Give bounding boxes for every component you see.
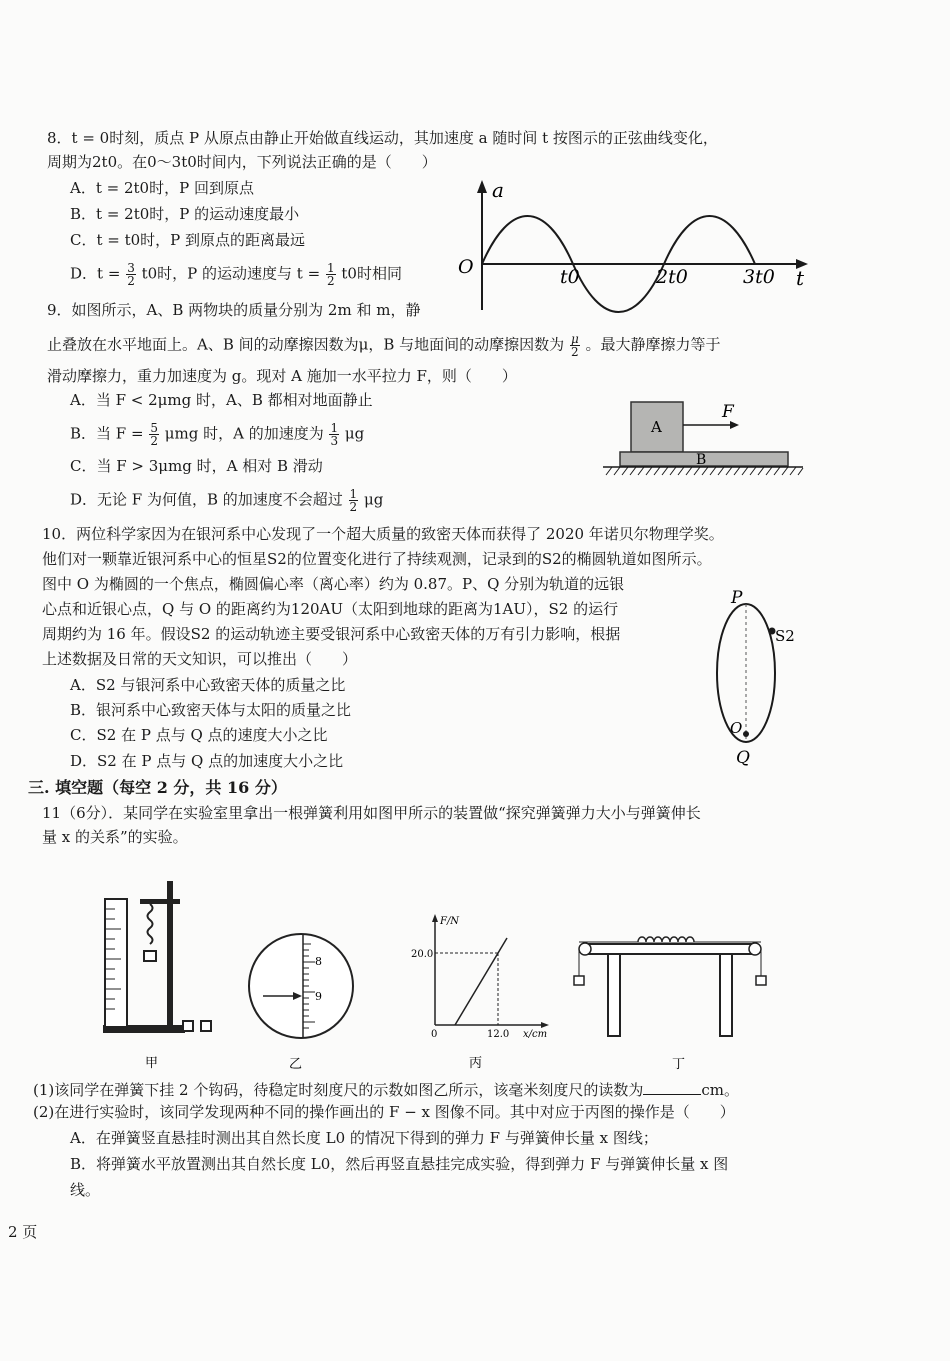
q8-option-d-mid: t0时，P 的运动速度与 t = [141,264,321,283]
frac-den: 2 [326,274,335,288]
q9-stem-line3: 滑动摩擦力，重力加速度为 g。现对 A 施加一水平拉力 F，则（ ） [47,367,517,385]
frac-den: 2 [349,500,358,514]
q9-stem-line2 [47,333,721,358]
q8-stem-line2: 周期为2t0。在0～3t0时间内，下列说法正确的是（ ） [47,153,437,171]
f-x-line [455,938,507,1025]
fig-label-bing: 丙 [469,1056,483,1071]
block-a-label: A [651,418,662,436]
weight-right [756,976,766,985]
focus-o [743,731,749,737]
frac-den: 3 [330,434,339,448]
frac-num: 1 [330,421,339,435]
q10-line5: 周期约为 16 年。假设S2 的运动轨迹主要受银河系中心致密天体的万有引力影响，根据 [42,625,621,643]
star-s2-label: S2 [775,627,795,645]
q10-line1: 10．两位科学家因为在银河系中心发现了一个超大质量的致密天体而获得了 2020 年诺贝尔物理学奖。 [42,525,724,543]
q9-stem-line2-post: 。最大静摩擦力等于 [585,335,721,354]
point-p-label: P [731,588,743,608]
tick-2t0: 2t0 [656,266,688,288]
q8-option-c: C．t = t0时，P 到原点的距离最远 [70,231,306,249]
q9-fraction-1-2 [349,488,359,513]
table-top [585,944,755,954]
q8-option-d-post: t0时相同 [341,264,402,283]
q11-part2: (2)在进行实验时，该同学发现两种不同的操作画出的 F − x 图像不同。其中对应于丙图的操作是（ ） [33,1103,735,1121]
q10-orbit-figure [705,585,815,775]
tick-3t0: 3t0 [743,266,775,288]
q11-line2: 量 x 的关系”的实验。 [42,828,188,846]
q9-option-b-mid: μmg 时，A 的加速度为 [164,424,324,443]
q11-part1-text: (1)该同学在弹簧下挂 2 个钩码，待稳定时刻度尺的示数如图乙所示，该毫米刻度尺的读数为 [33,1081,644,1099]
q9-option-c: C．当 F > 3μmg 时，A 相对 B 滑动 [70,457,323,475]
x-axis-label: t [796,266,805,290]
q10-line4: 心点和近银心点，Q 与 O 的距离约为120AU（太阳到地球的距离为1AU），S2 的运行 [42,600,619,618]
q8-option-d [70,262,402,287]
q9-stem-line1: 9．如图所示，A、B 两物块的质量分别为 2m 和 m，静 [47,301,421,319]
fig-label-jia: 甲 [145,1056,159,1071]
x-axis-label: x/cm [523,1029,548,1040]
stand-clamp [140,899,180,904]
q10-option-d: D．S2 在 P 点与 Q 点的加速度大小之比 [70,752,344,770]
fig-label-ding: 丁 [672,1057,686,1072]
q10-line2: 他们对一颗靠近银河系中心的恒星S2的位置变化进行了持续观测，记录到的S2的椭圆轨道如图所示。 [42,550,712,568]
q9-fraction-mu-2 [570,333,580,358]
frac-den: 2 [571,345,579,359]
q11-option-b-line1: B．将弹簧水平放置测出其自然长度 L0，然后再竖直悬挂完成实验，得到弹力 F 与弹簧伸长量 x 图 [70,1155,729,1173]
q9-option-b-post: μg [344,424,365,443]
q9-fraction-5-2 [149,422,159,447]
table-leg-left [608,954,620,1036]
q9-option-b [70,422,364,447]
frac-den: 2 [127,274,135,288]
scale-tick-9: 9 [315,990,322,1003]
q11-option-b-line2: 线。 [70,1181,101,1199]
pulley-left [579,943,591,955]
q8-sine-graph [450,175,820,315]
q10-line3: 图中 O 为椭圆的一个焦点，椭圆偏心率（离心率）约为 0.87。P、Q 分别为轨道的远银 [42,575,625,593]
ruler [105,899,127,1027]
q10-line6: 上述数据及日常的天文知识，可以推出（ ） [42,650,358,668]
force-arrowhead [730,421,739,429]
q11-figure-ding-table [570,928,770,1075]
horizontal-spring [638,937,694,942]
y-tick-20: 20.0 [411,949,434,960]
q11-figure-yi-scale [245,930,360,1075]
x-tick-12: 12.0 [487,1029,510,1040]
frac-num: 5 [150,421,158,435]
y-axis-arrow [432,914,438,922]
magnifier-circle [249,934,353,1038]
q9-option-b-pre: B．当 F = [70,424,144,443]
table-leg-right [720,954,732,1036]
pulley-right [749,943,761,955]
point-q-label: Q [736,748,750,768]
q9-option-d-post: μg [363,490,384,509]
spring [148,904,153,944]
q9-option-a: A．当 F < 2μmg 时，A、B 都相对地面静止 [70,391,373,409]
weight-1 [183,1021,193,1031]
weight-left [574,976,584,985]
block-b-label: B [696,452,707,468]
q9-option-d [70,488,383,513]
tick-t0: t0 [560,266,580,288]
focus-o-label: O [730,719,743,737]
frac-num: 1 [326,261,335,275]
force-label: F [722,402,734,422]
origin-label: 0 [431,1029,438,1040]
q8-option-b: B．t = 2t0时，P 的运动速度最小 [70,205,300,223]
q9-blocks-figure [598,395,808,480]
q9-option-d-pre: D．无论 F 为何值，B 的加速度不会超过 [70,490,343,509]
origin-label: O [458,256,474,278]
x-axis-arrow [541,1022,549,1028]
answer-blank[interactable] [643,1080,701,1095]
q8-option-a: A．t = 2t0时，P 回到原点 [70,179,254,197]
frac-num: 3 [127,261,135,275]
weight-2 [201,1021,211,1031]
frac-num: 1 [349,487,358,501]
q11-line1: 11（6分）．某同学在实验室里拿出一根弹簧利用如图甲所示的装置做“探究弹簧弹力大小与弹簧伸长 [42,804,701,822]
q10-option-a: A．S2 与银河系中心致密天体的质量之比 [70,676,346,694]
q10-option-c: C．S2 在 P 点与 Q 点的速度大小之比 [70,726,328,744]
q10-option-b: B．银河系中心致密天体与太阳的质量之比 [70,701,352,719]
q11-part1 [33,1080,739,1100]
section-three-heading: 三. 填空题（每空 2 分，共 16 分） [28,778,287,797]
y-axis-label: a [492,178,504,202]
page-footer: 2 页 [8,1223,38,1241]
q11-figure-jia-apparatus [95,875,225,1075]
hook-weight [144,951,156,961]
q11-option-a: A．在弹簧竖直悬挂时测出其自然长度 L0 的情况下得到的弹力 F 与弹簧伸长量 x 图线； [70,1129,658,1147]
q9-fraction-1-3 [329,422,339,447]
scale-tick-8: 8 [315,955,322,968]
ground-hatching [606,467,803,475]
y-axis-arrow [477,180,487,193]
fig-label-yi: 乙 [289,1057,303,1072]
frac-num: μ [570,332,579,346]
q9-stem-line2-pre: 止叠放在水平地面上。A、B 间的动摩擦因数为μ，B 与地面间的动摩擦因数为 [47,335,565,354]
y-axis-label: F/N [440,916,460,927]
q8-fraction-3-2 [126,262,136,287]
q8-fraction-1-2 [326,262,336,287]
q11-part1-unit: cm。 [701,1081,739,1099]
frac-den: 2 [150,434,158,448]
q11-figure-bing-graph [405,910,555,1075]
q8-option-d-pre: D．t = [70,264,121,283]
q8-stem-line1: 8．t = 0时刻，质点 P 从原点由静止开始做直线运动，其加速度 a 随时间 t 按图示的正弦曲线变化， [47,129,718,147]
